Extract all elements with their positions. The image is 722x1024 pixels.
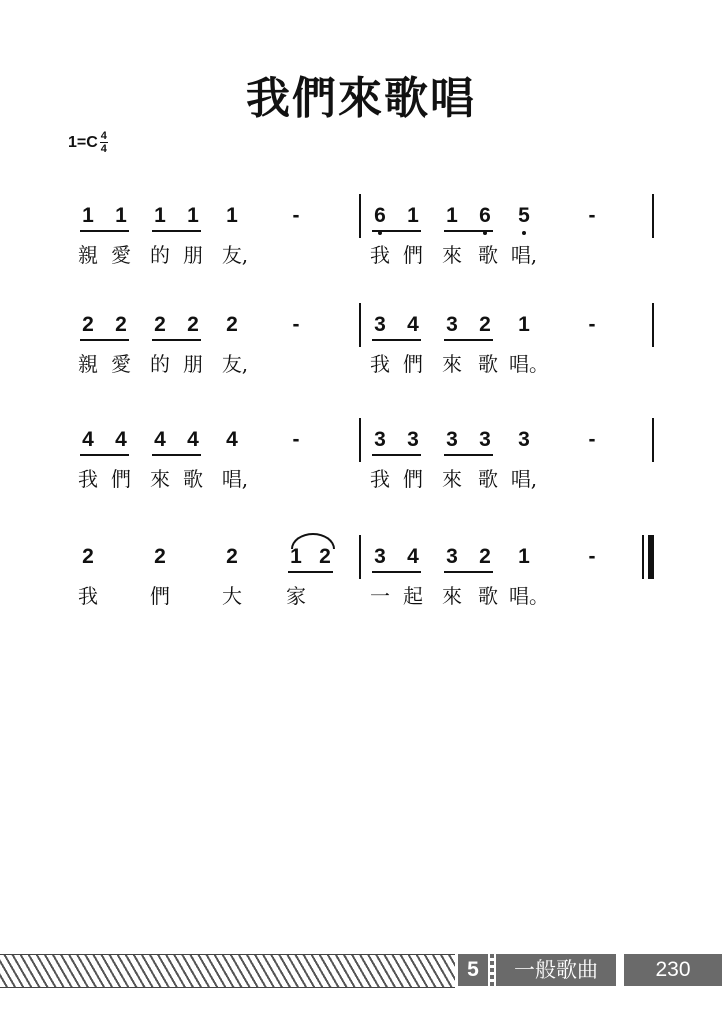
lyric-syllable: 來 (442, 352, 462, 376)
note: 3 (407, 428, 419, 451)
score-system-1 (0, 204, 722, 294)
note: 3 (446, 428, 458, 451)
lyric-syllable: 親 (78, 243, 98, 267)
lyric-syllable: 歌 (478, 467, 498, 491)
note: 1 (115, 204, 127, 227)
score-system-2 (0, 313, 722, 403)
bar-line (652, 194, 654, 238)
eighth-note-underline (80, 339, 129, 341)
lyric-syllable: 們 (150, 584, 170, 608)
lyric-syllable: 友, (221, 352, 249, 376)
note: 3 (518, 428, 530, 451)
note: 2 (319, 545, 331, 568)
lyric-syllable: 愛 (111, 243, 131, 267)
bar-line (652, 418, 654, 462)
note: 2 (82, 313, 94, 336)
lyric-syllable: 朋 (183, 243, 203, 267)
page-number: 230 (624, 954, 722, 986)
eighth-note-underline (444, 339, 493, 341)
note: 2 (154, 313, 166, 336)
lyric-syllable: 們 (403, 352, 423, 376)
lyric-syllable: 歌 (478, 352, 498, 376)
page-footer (0, 954, 722, 986)
bar-line (359, 418, 361, 462)
final-bar-thin (642, 535, 644, 579)
eighth-note-underline (444, 230, 493, 232)
note: 5 (514, 204, 534, 228)
lyric-syllable: 家 (286, 584, 306, 608)
lower-octave-dot (522, 231, 526, 235)
lyric-syllable: 們 (403, 467, 423, 491)
note: 2 (479, 545, 491, 568)
lyric-syllable: 友, (221, 243, 249, 267)
note: - (588, 204, 596, 227)
note: 4 (154, 428, 166, 451)
note: 2 (479, 313, 491, 336)
tie-slur (291, 533, 335, 549)
lyric-syllable: 唱, (221, 467, 249, 491)
score-system-4 (0, 545, 722, 635)
eighth-note-underline (372, 571, 421, 573)
eighth-note-underline (372, 339, 421, 341)
lyric-syllable: 起 (403, 584, 423, 608)
note: 3 (479, 428, 491, 451)
note: - (588, 545, 596, 568)
note: - (588, 313, 596, 336)
note: 4 (407, 313, 419, 336)
note: 3 (374, 313, 386, 336)
eighth-note-underline (372, 230, 421, 232)
footer-hatch-decoration (0, 954, 455, 988)
note: 1 (187, 204, 199, 227)
note: 1 (446, 204, 458, 227)
lyric-syllable: 唱。 (509, 352, 549, 376)
lyric-syllable: 來 (150, 467, 170, 491)
score-system-3 (0, 428, 722, 518)
note: 4 (407, 545, 419, 568)
key-label: 1=C (68, 133, 98, 151)
note: 3 (374, 545, 386, 568)
lyric-syllable: 歌 (183, 467, 203, 491)
lyric-syllable: 們 (111, 467, 131, 491)
lyric-syllable: 唱。 (509, 584, 549, 608)
time-signature (100, 131, 108, 154)
lyric-syllable: 的 (150, 243, 170, 267)
lyric-syllable: 朋 (183, 352, 203, 376)
final-bar-thick (648, 535, 654, 579)
note: - (292, 428, 300, 451)
eighth-note-underline (288, 571, 333, 573)
lyric-syllable: 一 (370, 584, 390, 608)
note: 4 (226, 428, 238, 451)
lyric-syllable: 我 (370, 352, 390, 376)
note: 1 (290, 545, 302, 568)
bar-line (359, 194, 361, 238)
eighth-note-underline (80, 230, 129, 232)
note: 4 (115, 428, 127, 451)
note: 1 (518, 545, 530, 568)
lyric-syllable: 我 (370, 243, 390, 267)
chapter-separator (490, 954, 494, 986)
note: 1 (226, 204, 238, 227)
lyric-syllable: 我 (78, 584, 98, 608)
lyric-syllable: 唱, (510, 467, 538, 491)
note: 3 (446, 313, 458, 336)
lyric-syllable: 的 (150, 352, 170, 376)
note: 2 (115, 313, 127, 336)
note: - (292, 313, 300, 336)
bar-line (359, 303, 361, 347)
note: 2 (226, 313, 238, 336)
lyric-syllable: 我 (370, 467, 390, 491)
eighth-note-underline (444, 454, 493, 456)
note: 6 (370, 204, 390, 228)
note: 3 (446, 545, 458, 568)
eighth-note-underline (444, 571, 493, 573)
bar-line (359, 535, 361, 579)
lyric-syllable: 歌 (478, 243, 498, 267)
eighth-note-underline (152, 230, 201, 232)
note: - (292, 204, 300, 227)
time-signature-top: 4 (100, 130, 107, 142)
note: 2 (226, 545, 238, 568)
note: 1 (154, 204, 166, 227)
lyric-syllable: 來 (442, 584, 462, 608)
time-signature-bottom: 4 (100, 143, 107, 155)
lyric-syllable: 親 (78, 352, 98, 376)
note: 2 (154, 545, 166, 568)
note: 6 (475, 204, 495, 228)
chapter-name: 一般歌曲 (496, 954, 616, 986)
eighth-note-underline (152, 339, 201, 341)
lyric-syllable: 們 (403, 243, 423, 267)
eighth-note-underline (372, 454, 421, 456)
note: 1 (407, 204, 419, 227)
eighth-note-underline (152, 454, 201, 456)
note: - (588, 428, 596, 451)
note: 2 (82, 545, 94, 568)
chapter-number: 5 (458, 954, 488, 986)
note: 1 (82, 204, 94, 227)
lyric-syllable: 唱, (510, 243, 538, 267)
note: 1 (518, 313, 530, 336)
lyric-syllable: 愛 (111, 352, 131, 376)
bar-line (652, 303, 654, 347)
song-title: 我們來歌唱 (246, 73, 476, 124)
lyric-syllable: 來 (442, 243, 462, 267)
lyric-syllable: 大 (222, 584, 242, 608)
lyric-syllable: 歌 (478, 584, 498, 608)
lyric-syllable: 我 (78, 467, 98, 491)
note: 4 (82, 428, 94, 451)
lyric-syllable: 來 (442, 467, 462, 491)
key-signature (68, 131, 108, 154)
note: 4 (187, 428, 199, 451)
eighth-note-underline (80, 454, 129, 456)
note: 2 (187, 313, 199, 336)
note: 3 (374, 428, 386, 451)
